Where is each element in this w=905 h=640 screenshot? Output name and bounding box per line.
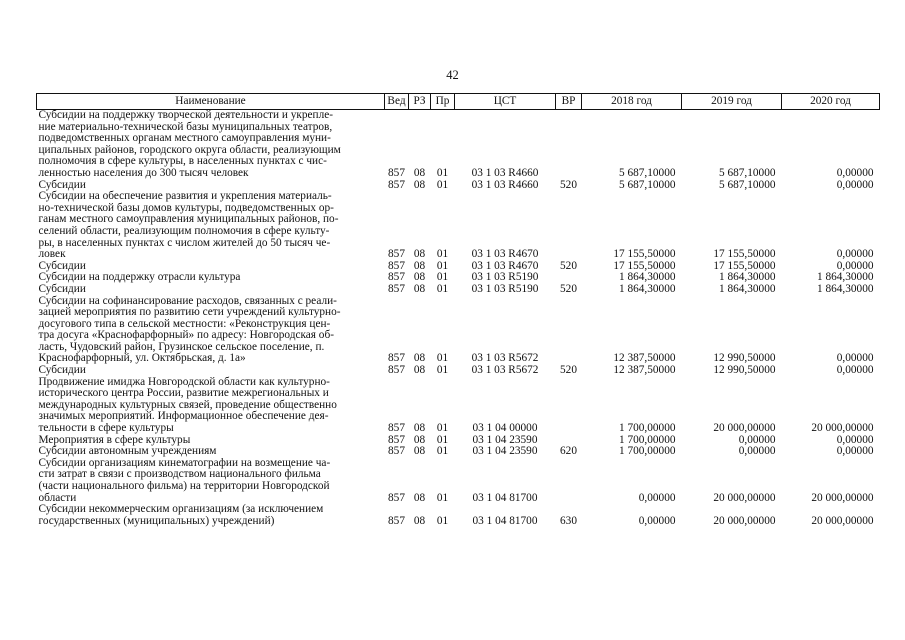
row-rz: 08	[413, 248, 426, 261]
row-pr: 01	[436, 248, 449, 261]
header-name: Наименование	[37, 94, 385, 110]
row-2018: 0,00000	[638, 491, 676, 504]
row-ved: 857	[388, 422, 405, 435]
row-2019: 0,00000	[738, 445, 776, 458]
row-cst: 03 1 03 R4660	[471, 178, 539, 191]
header-row	[37, 94, 880, 110]
row-2019: 1 864,30000	[719, 271, 776, 284]
row-cst: 03 1 03 R5190	[471, 282, 539, 295]
row-rz: 08	[413, 433, 426, 446]
row-2019: 5 687,10000	[719, 166, 776, 179]
table-row	[37, 284, 880, 296]
row-vr: 620	[560, 445, 577, 458]
row-name: Субсидии	[38, 259, 86, 272]
row-name: Субсидии	[38, 282, 86, 295]
row-name: Субсидии автономным учреждениям	[38, 445, 217, 458]
row-2020: 0,00000	[836, 248, 874, 261]
row-name: Субсидии на обеспечение развития и укрепления материаль- но-технической базы домов культуры, подведомственных ор- ганам местного самоуправления муниципальных районов, по- селений области, реализующим полномочия в сфере культу- ры, в населенных пунктах с числом жителей до 50 тысяч че- ловек	[38, 190, 339, 261]
row-pr: 01	[436, 259, 449, 272]
row-pr: 01	[436, 178, 449, 191]
row-2020: 1 864,30000	[817, 282, 874, 295]
row-2019: 0,00000	[738, 433, 776, 446]
row-cst: 03 1 03 R4670	[471, 248, 539, 261]
row-rz: 08	[413, 271, 426, 284]
row-rz: 08	[413, 282, 426, 295]
row-2020: 0,00000	[836, 178, 874, 191]
row-2018: 12 387,50000	[613, 364, 676, 377]
row-ved: 857	[388, 352, 405, 365]
row-2019: 20 000,00000	[713, 514, 776, 527]
row-2018: 1 700,00000	[619, 445, 676, 458]
row-cst: 03 1 03 R5672	[471, 352, 539, 365]
row-pr: 01	[436, 433, 449, 446]
row-cst: 03 1 03 R4670	[471, 259, 539, 272]
row-vr: 630	[560, 514, 577, 527]
row-name: Субсидии на поддержку отрасли культура	[38, 271, 241, 284]
page-number: 42	[446, 68, 459, 82]
row-cst: 03 1 04 81700	[472, 491, 538, 504]
row-name: Субсидии на поддержку творческой деятельности и укрепле- ние материально-технической базы муниципальных театров, подведомственных органам местного самоуправления муни- ципальных районов, городского округа области, реализующим полномочия в сфере культуры, в населенных пунктах с чис- ленностью населения до 300 тысяч человек	[38, 109, 341, 179]
row-2018: 12 387,50000	[613, 352, 676, 365]
row-vr	[556, 296, 582, 366]
row-2018: 0,00000	[638, 514, 676, 527]
row-rz: 08	[413, 166, 426, 179]
row-name: Субсидии на софинансирование расходов, связанных с реали- зацией мероприятия по развитию сети учреждений культурно- досугового типа в сельской местности: «Реконструкция цен- тра досуга «Краснофарфорный» по адресу: Новгородская об- ласть, Чудовский район, Грузинское сельское поселение, п. Краснофарфорный, ул. Октябрьская, д. 1а»	[38, 294, 341, 365]
row-2020: 0,00000	[836, 445, 874, 458]
row-2020: 20 000,00000	[811, 422, 874, 435]
row-pr: 01	[436, 271, 449, 284]
row-name: Субсидии организациям кинематографии на возмещение ча- сти затрат в связи с производством национального фильма (части национального фильма) на территории Новгородской области	[38, 456, 331, 504]
row-2019: 17 155,50000	[713, 248, 776, 261]
row-rz: 08	[413, 491, 426, 504]
row-2018: 5 687,10000	[619, 178, 676, 191]
row-ved: 857	[388, 178, 405, 191]
row-ved: 857	[388, 433, 405, 446]
table-row	[37, 191, 880, 261]
row-rz: 08	[413, 445, 426, 458]
row-2018: 17 155,50000	[613, 248, 676, 261]
row-vr	[556, 110, 582, 180]
row-pr: 01	[436, 422, 449, 435]
table-row	[37, 296, 880, 366]
row-rz: 08	[413, 514, 426, 527]
row-cst: 03 1 04 81700	[472, 514, 538, 527]
header-cst: ЦСТ	[455, 94, 556, 110]
row-2018: 17 155,50000	[613, 259, 676, 272]
header-2020: 2020 год	[782, 94, 880, 110]
row-2020: 0,00000	[836, 433, 874, 446]
row-vr: 520	[560, 364, 577, 377]
row-pr: 01	[436, 282, 449, 295]
row-cst: 03 1 03 R5672	[471, 364, 539, 377]
table-row	[37, 110, 880, 180]
table-row	[37, 504, 880, 527]
row-name: Продвижение имиджа Новгородской области как культурно- исторического центра России, развитие межрегиональных и международных культурных связей, проведение общественно значимых мероприятий. Информационное обеспечение дея- тельности в сфере культуры	[38, 375, 337, 435]
header-2018: 2018 год	[582, 94, 682, 110]
row-vr: 520	[560, 178, 577, 191]
row-pr: 01	[436, 491, 449, 504]
row-name: Субсидии	[38, 364, 86, 377]
row-name: Субсидии	[38, 178, 86, 191]
table-row	[37, 365, 880, 377]
row-vr: 520	[560, 259, 577, 272]
row-ved: 857	[388, 491, 405, 504]
row-2018: 5 687,10000	[619, 166, 676, 179]
row-2020: 0,00000	[836, 166, 874, 179]
row-pr: 01	[436, 445, 449, 458]
row-name: Мероприятия в сфере культуры	[38, 433, 191, 446]
row-2018: 1 864,30000	[619, 282, 676, 295]
row-pr: 01	[436, 514, 449, 527]
row-2018: 1 864,30000	[619, 271, 676, 284]
row-2020: 0,00000	[836, 259, 874, 272]
row-cst: 03 1 03 R5190	[471, 271, 539, 284]
row-2019: 1 864,30000	[719, 282, 776, 295]
row-2020: 0,00000	[836, 364, 874, 377]
row-ved: 857	[388, 166, 405, 179]
row-pr: 01	[436, 166, 449, 179]
budget-table	[36, 93, 880, 527]
row-ved: 857	[388, 514, 405, 527]
header-ved: Вед	[385, 94, 409, 110]
row-pr: 01	[436, 352, 449, 365]
row-rz: 08	[413, 352, 426, 365]
row-vr	[556, 377, 582, 435]
row-ved: 857	[388, 248, 405, 261]
row-2020: 20 000,00000	[811, 514, 874, 527]
row-vr	[556, 458, 582, 504]
row-ved: 857	[388, 282, 405, 295]
row-cst: 03 1 04 23590	[472, 433, 538, 446]
row-2020: 20 000,00000	[811, 491, 874, 504]
row-2019: 20 000,00000	[713, 422, 776, 435]
row-2019: 20 000,00000	[713, 491, 776, 504]
row-ved: 857	[388, 271, 405, 284]
table-row	[37, 377, 880, 435]
row-2019: 12 990,50000	[713, 364, 776, 377]
table-row	[37, 458, 880, 504]
row-rz: 08	[413, 422, 426, 435]
row-vr	[556, 191, 582, 261]
row-2019: 12 990,50000	[713, 352, 776, 365]
row-rz: 08	[413, 259, 426, 272]
row-cst: 03 1 03 R4660	[471, 166, 539, 179]
row-cst: 03 1 04 23590	[472, 445, 538, 458]
header-pr: Пр	[431, 94, 455, 110]
header-rz: РЗ	[409, 94, 431, 110]
row-pr: 01	[436, 364, 449, 377]
row-2018: 1 700,00000	[619, 433, 676, 446]
table-body	[37, 110, 880, 528]
row-rz: 08	[413, 178, 426, 191]
row-vr: 520	[560, 282, 577, 295]
row-cst: 03 1 04 00000	[472, 422, 538, 435]
row-2020: 0,00000	[836, 352, 874, 365]
row-name: Субсидии некоммерческим организациям (за исключением государственных (муниципальных) учреждений)	[38, 503, 324, 527]
row-ved: 857	[388, 364, 405, 377]
row-2019: 17 155,50000	[713, 259, 776, 272]
row-ved: 857	[388, 259, 405, 272]
row-2019: 5 687,10000	[719, 178, 776, 191]
row-2020: 1 864,30000	[817, 271, 874, 284]
header-vr: ВР	[556, 94, 582, 110]
row-2018: 1 700,00000	[619, 422, 676, 435]
row-ved: 857	[388, 445, 405, 458]
row-rz: 08	[413, 364, 426, 377]
header-2019: 2019 год	[682, 94, 782, 110]
